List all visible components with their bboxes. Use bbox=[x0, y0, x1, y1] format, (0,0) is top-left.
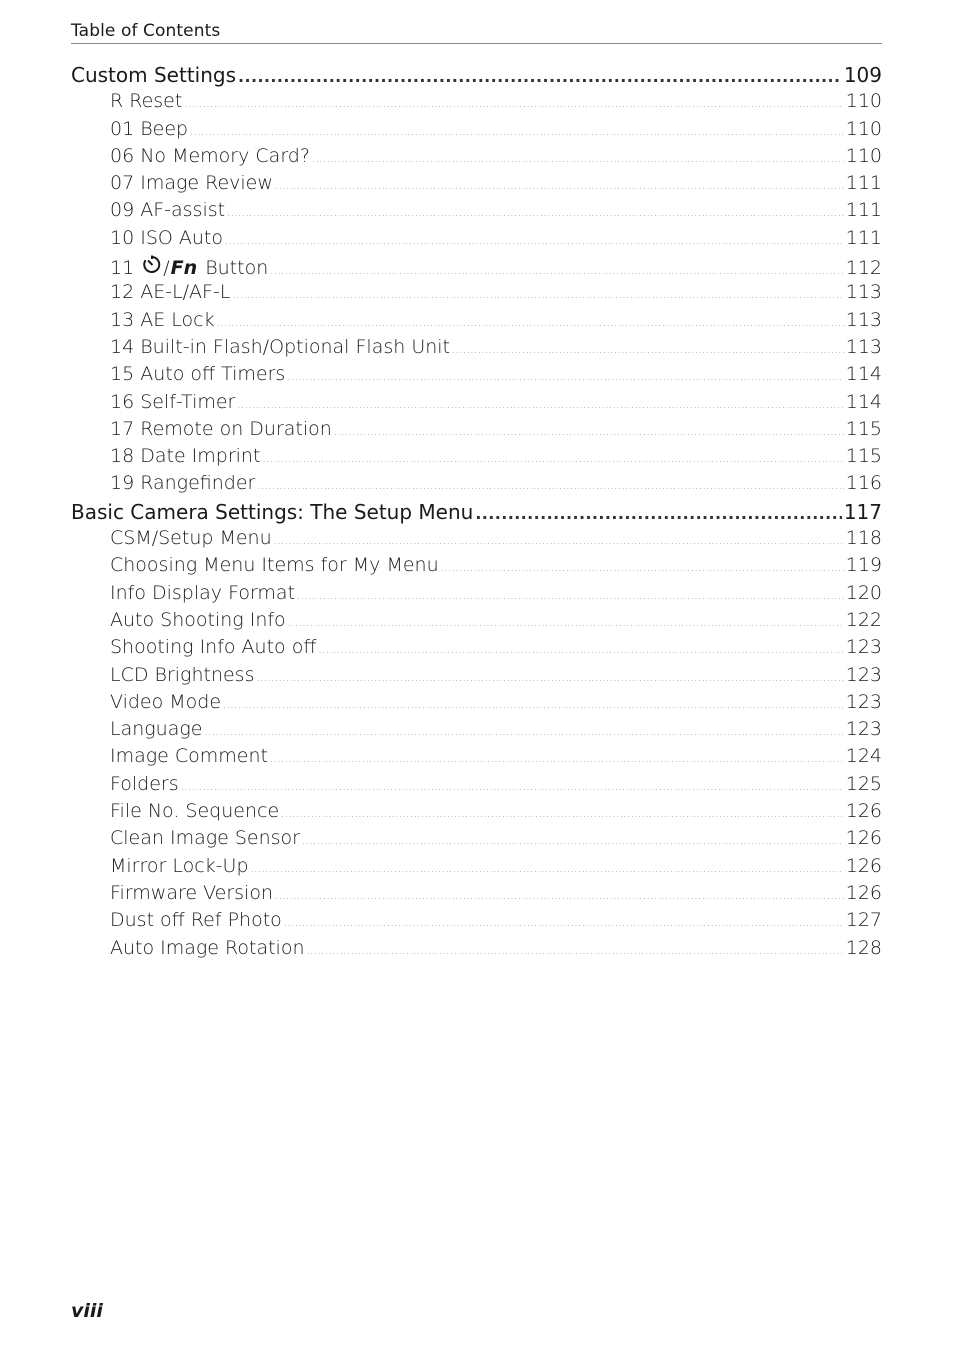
document-page bbox=[71, 0, 882, 1352]
dot-leader bbox=[302, 836, 844, 847]
toc-entry[interactable] bbox=[71, 937, 882, 964]
dot-leader bbox=[256, 673, 843, 684]
self-timer-icon bbox=[142, 254, 162, 274]
dot-leader bbox=[238, 67, 842, 86]
dot-leader bbox=[181, 782, 844, 793]
dot-leader bbox=[184, 99, 843, 110]
dot-leader bbox=[274, 536, 844, 547]
dot-leader bbox=[217, 318, 844, 329]
toc-entry[interactable] bbox=[71, 718, 882, 745]
toc-page-number: 126 bbox=[845, 881, 882, 904]
toc-entry-title: File No. Sequence bbox=[110, 800, 280, 823]
toc-entry-title: 12 AE-L/AF-L bbox=[110, 281, 231, 304]
toc-entry-title bbox=[110, 254, 268, 279]
toc-entry-title: 17 Remote on Duration bbox=[110, 417, 332, 440]
toc-entry[interactable] bbox=[71, 582, 882, 609]
toc-page-number: 126 bbox=[845, 800, 882, 823]
toc-entry-title: Dust off Ref Photo bbox=[110, 909, 282, 932]
toc-entry[interactable] bbox=[71, 800, 882, 827]
toc-entry[interactable] bbox=[71, 691, 882, 718]
dot-leader bbox=[227, 208, 844, 219]
toc-entry[interactable] bbox=[71, 90, 882, 117]
toc-entry-title: 01 Beep bbox=[110, 117, 189, 140]
dot-leader bbox=[223, 700, 844, 711]
toc-entry[interactable] bbox=[71, 664, 882, 691]
toc-section-title: Custom Settings bbox=[71, 63, 237, 87]
dot-leader bbox=[281, 809, 844, 820]
dot-leader bbox=[225, 236, 844, 247]
toc-entry-number: 11 bbox=[110, 257, 135, 280]
toc-page-number: 114 bbox=[845, 363, 882, 386]
toc-page-number: 126 bbox=[845, 827, 882, 850]
toc-page-number: 115 bbox=[845, 445, 882, 468]
dot-leader bbox=[251, 864, 844, 875]
dot-leader bbox=[288, 618, 844, 629]
toc-page-number: 110 bbox=[845, 117, 882, 140]
toc-page-number: 118 bbox=[845, 527, 882, 550]
dot-leader bbox=[232, 290, 843, 301]
toc-entry-title: 06 No Memory Card? bbox=[110, 144, 310, 167]
toc-entry-title: 16 Self-Timer bbox=[110, 390, 236, 413]
toc-entry[interactable] bbox=[71, 527, 882, 554]
toc-entry-title: Image Comment bbox=[110, 745, 268, 768]
toc-page-number: 123 bbox=[845, 636, 882, 659]
toc-page-number: 128 bbox=[845, 936, 882, 959]
header-rule bbox=[71, 43, 882, 44]
toc-entry-title: CSM/Setup Menu bbox=[110, 527, 272, 550]
toc-entry[interactable] bbox=[71, 827, 882, 854]
toc-page-number: 119 bbox=[845, 554, 882, 577]
toc-entry-title: Firmware Version bbox=[110, 881, 273, 904]
toc-page-number: 110 bbox=[845, 144, 882, 167]
toc-page-number: 126 bbox=[845, 854, 882, 877]
toc-entry[interactable] bbox=[71, 882, 882, 909]
toc-entry[interactable] bbox=[71, 281, 882, 308]
toc-page-number: 123 bbox=[845, 690, 882, 713]
toc-entry-title: Auto Shooting Info bbox=[110, 608, 286, 631]
dot-leader bbox=[441, 563, 844, 574]
dot-leader bbox=[318, 645, 843, 656]
toc-entry-title: Language bbox=[110, 718, 203, 741]
toc-entry[interactable] bbox=[71, 609, 882, 636]
toc-entry[interactable] bbox=[71, 145, 882, 172]
toc-entry-title: Video Mode bbox=[110, 690, 222, 713]
dot-leader bbox=[475, 504, 841, 523]
dot-leader bbox=[307, 946, 844, 957]
dot-leader bbox=[312, 154, 844, 165]
toc-page-number: 123 bbox=[845, 718, 882, 741]
toc-entry-title: Shooting Info Auto off bbox=[110, 636, 317, 659]
toc-page-number: 115 bbox=[845, 417, 882, 440]
toc-page-number: 116 bbox=[845, 472, 882, 495]
dot-leader bbox=[275, 181, 844, 192]
toc-entry[interactable] bbox=[71, 254, 882, 281]
toc-entry-title: 13 AE Lock bbox=[110, 308, 215, 331]
toc-section-entry[interactable] bbox=[71, 63, 882, 90]
table-of-contents bbox=[71, 63, 882, 964]
toc-section-entry[interactable] bbox=[71, 500, 882, 527]
toc-entry-title: 10 ISO Auto bbox=[110, 226, 223, 249]
toc-entry[interactable] bbox=[71, 418, 882, 445]
toc-entry[interactable] bbox=[71, 309, 882, 336]
toc-entry-title: LCD Brightness bbox=[110, 663, 255, 686]
toc-page-number: 110 bbox=[845, 90, 882, 113]
toc-page-number: 111 bbox=[845, 226, 882, 249]
dot-leader bbox=[237, 400, 843, 411]
toc-page-number: 122 bbox=[845, 608, 882, 631]
toc-entry[interactable] bbox=[71, 445, 882, 472]
toc-entry[interactable] bbox=[71, 855, 882, 882]
dot-leader bbox=[452, 345, 844, 356]
toc-entry[interactable] bbox=[71, 199, 882, 226]
toc-entry[interactable] bbox=[71, 391, 882, 418]
toc-entry-title: 09 AF-assist bbox=[110, 199, 226, 222]
toc-entry-title: 15 Auto off Timers bbox=[110, 363, 286, 386]
toc-entry[interactable] bbox=[71, 172, 882, 199]
toc-entry-title: Choosing Menu Items for My Menu bbox=[110, 554, 439, 577]
toc-page-number: 113 bbox=[845, 335, 882, 358]
dot-leader bbox=[270, 754, 844, 765]
toc-page-number: 127 bbox=[845, 909, 882, 932]
toc-entry-title: 19 Rangefinder bbox=[110, 472, 256, 495]
dot-leader bbox=[257, 481, 843, 492]
toc-page-number: 113 bbox=[845, 281, 882, 304]
fn-icon: Fn bbox=[170, 257, 198, 280]
toc-page-number: 120 bbox=[845, 581, 882, 604]
toc-page-number: 114 bbox=[845, 390, 882, 413]
toc-entry[interactable] bbox=[71, 118, 882, 145]
dot-leader bbox=[270, 266, 843, 277]
toc-entry[interactable] bbox=[71, 472, 882, 499]
dot-leader bbox=[284, 918, 844, 929]
toc-page-number: 109 bbox=[843, 63, 882, 87]
toc-page-number: 111 bbox=[845, 172, 882, 195]
toc-entry-title: 18 Date Imprint bbox=[110, 445, 261, 468]
toc-entry-title: Info Display Format bbox=[110, 581, 296, 604]
dot-leader bbox=[275, 891, 844, 902]
toc-entry[interactable] bbox=[71, 363, 882, 390]
toc-page-number: 124 bbox=[845, 745, 882, 768]
toc-entry[interactable] bbox=[71, 773, 882, 800]
dot-leader bbox=[262, 454, 843, 465]
toc-entry[interactable] bbox=[71, 745, 882, 772]
dot-leader bbox=[287, 372, 843, 383]
toc-entry-suffix: Button bbox=[205, 257, 269, 280]
toc-entry-title: Auto Image Rotation bbox=[110, 936, 305, 959]
dot-leader bbox=[334, 427, 844, 438]
toc-entry[interactable] bbox=[71, 636, 882, 663]
toc-entry[interactable] bbox=[71, 554, 882, 581]
toc-entry-title: Folders bbox=[110, 772, 179, 795]
dot-leader bbox=[297, 591, 844, 602]
toc-entry-title: Mirror Lock-Up bbox=[110, 854, 249, 877]
toc-page-number: 123 bbox=[845, 663, 882, 686]
toc-page-number: 112 bbox=[845, 257, 882, 280]
page-number: viii bbox=[71, 1300, 103, 1322]
toc-entry-title: Clean Image Sensor bbox=[110, 827, 300, 850]
toc-entry[interactable] bbox=[71, 336, 882, 363]
toc-entry[interactable] bbox=[71, 227, 882, 254]
running-header: Table of Contents bbox=[71, 21, 221, 41]
dot-leader bbox=[190, 127, 844, 138]
toc-entry-title: 07 Image Review bbox=[110, 172, 273, 195]
toc-entry[interactable] bbox=[71, 909, 882, 936]
toc-entry-title: 14 Built-in Flash/Optional Flash Unit bbox=[110, 335, 450, 358]
slash-separator: / bbox=[163, 257, 170, 280]
toc-page-number: 111 bbox=[845, 199, 882, 222]
dot-leader bbox=[204, 727, 843, 738]
toc-page-number: 125 bbox=[845, 772, 882, 795]
toc-page-number: 117 bbox=[843, 499, 882, 524]
toc-page-number: 113 bbox=[845, 308, 882, 331]
toc-section-title: Basic Camera Settings: The Setup Menu bbox=[71, 499, 474, 524]
toc-entry-title: R Reset bbox=[110, 90, 183, 113]
